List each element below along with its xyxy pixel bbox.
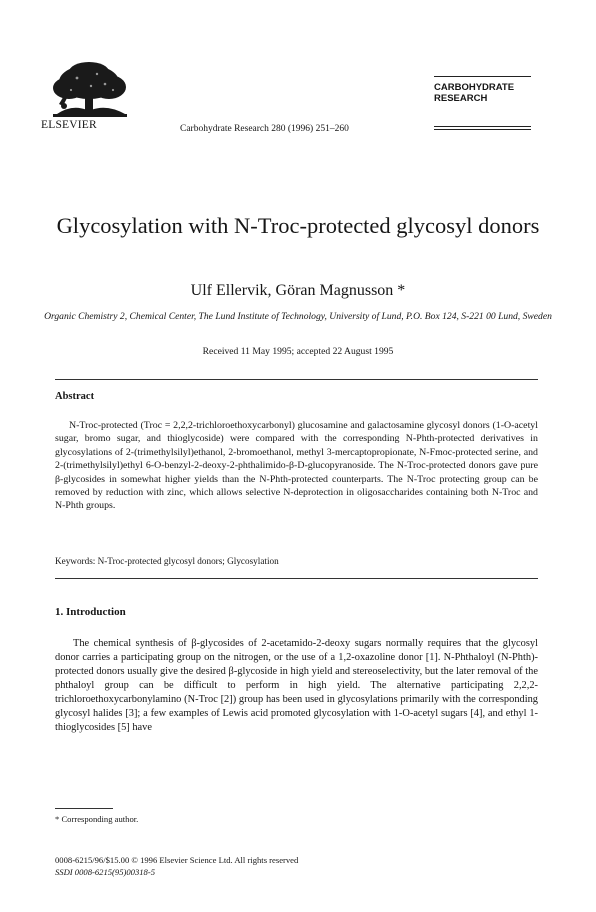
publisher-name: ELSEVIER — [41, 119, 97, 131]
abstract-bottom-rule — [55, 578, 538, 579]
introduction-heading: 1. Introduction — [55, 606, 126, 618]
abstract-heading: Abstract — [55, 391, 95, 402]
keywords: Keywords: N-Troc-protected glycosyl donors; Glycosylation — [55, 556, 279, 566]
journal-title — [434, 82, 514, 104]
footnote-rule — [55, 808, 113, 809]
abstract-top-rule — [55, 379, 538, 380]
introduction-text: The chemical synthesis of β-glycosides of 2-acetamido-2-deoxy sugars normally requires that the glycosyl donor carries a participating group on the nitrogen, or the use of a 1,2-oxazoline donor [1]. N-Phthaloyl (N-Phth)-protected donors usually give the desired β-glycoside in high yield and stereoselectivity, but the later removal of the phthaloyl group can be difficult to perform in high yield. The alternative participating 2,2,2-trichloroethoxycarbonylamino (N-Troc [2]) group has been used in glycosylations primarily with the corresponding glycosyl halides [3]; a few examples of Lewis acid promoted glycosylation with 1-O-acetyl sugars [4], and ethyl 1-thioglycosides [5] have — [55, 638, 538, 733]
author-affiliation: Organic Chemistry 2, Chemical Center, The Lund Institute of Technology, University of Lund, P.O. Box 124, S-221 00 Lund, Sweden — [44, 311, 552, 322]
journal-title-line2: RESEARCH — [434, 93, 488, 104]
journal-rule-1 — [434, 126, 531, 127]
abstract-text: N-Troc-protected (Troc = 2,2,2-trichloroethoxycarbonyl) glucosamine and galactosamine glycosyl donors (1-O-acetyl sugar, bromo sugar, and thioglycoside) were compared with the corresponding N-Phth-protected derivatives in glycosylations of 2-(trimethylsilyl)ethanol, 2-bromoethanol, methyl 3-mercaptopropionate, N-Fmoc-protected serine, and 2-(trimethylsilyl)ethyl 6-O-benzyl-2-deoxy-2-phthalimido-β-D-glucopyranoside. The N-Troc-protected donors gave pure β-glycosides in somewhat higher yields than the N-Phth-protected counterparts. The N-Troc protecting group can be removed by reduction with zinc, which allows selective N-deprotection in oligosaccharides containing both N-Troc and N-Phth groups. — [55, 420, 538, 512]
article-title: Glycosylation with N-Troc-protected glycosyl donors — [56, 213, 540, 238]
elsevier-tree-logo — [47, 60, 133, 120]
received-dates: Received 11 May 1995; accepted 22 August 1995 — [202, 346, 394, 357]
ssdi-line: SSDI 0008-6215(95)00318-5 — [55, 867, 156, 877]
journal-citation: Carbohydrate Research 280 (1996) 251–260 — [180, 124, 349, 134]
article-authors: Ulf Ellervik, Göran Magnusson * — [190, 282, 406, 299]
journal-rule-2 — [434, 129, 531, 130]
journal-top-rule — [434, 76, 531, 77]
copyright-line: 0008-6215/96/$15.00 © 1996 Elsevier Science Ltd. All rights reserved — [55, 855, 299, 865]
journal-title-line1: CARBOHYDRATE — [434, 82, 515, 93]
corresponding-author-note: * Corresponding author. — [55, 814, 139, 824]
